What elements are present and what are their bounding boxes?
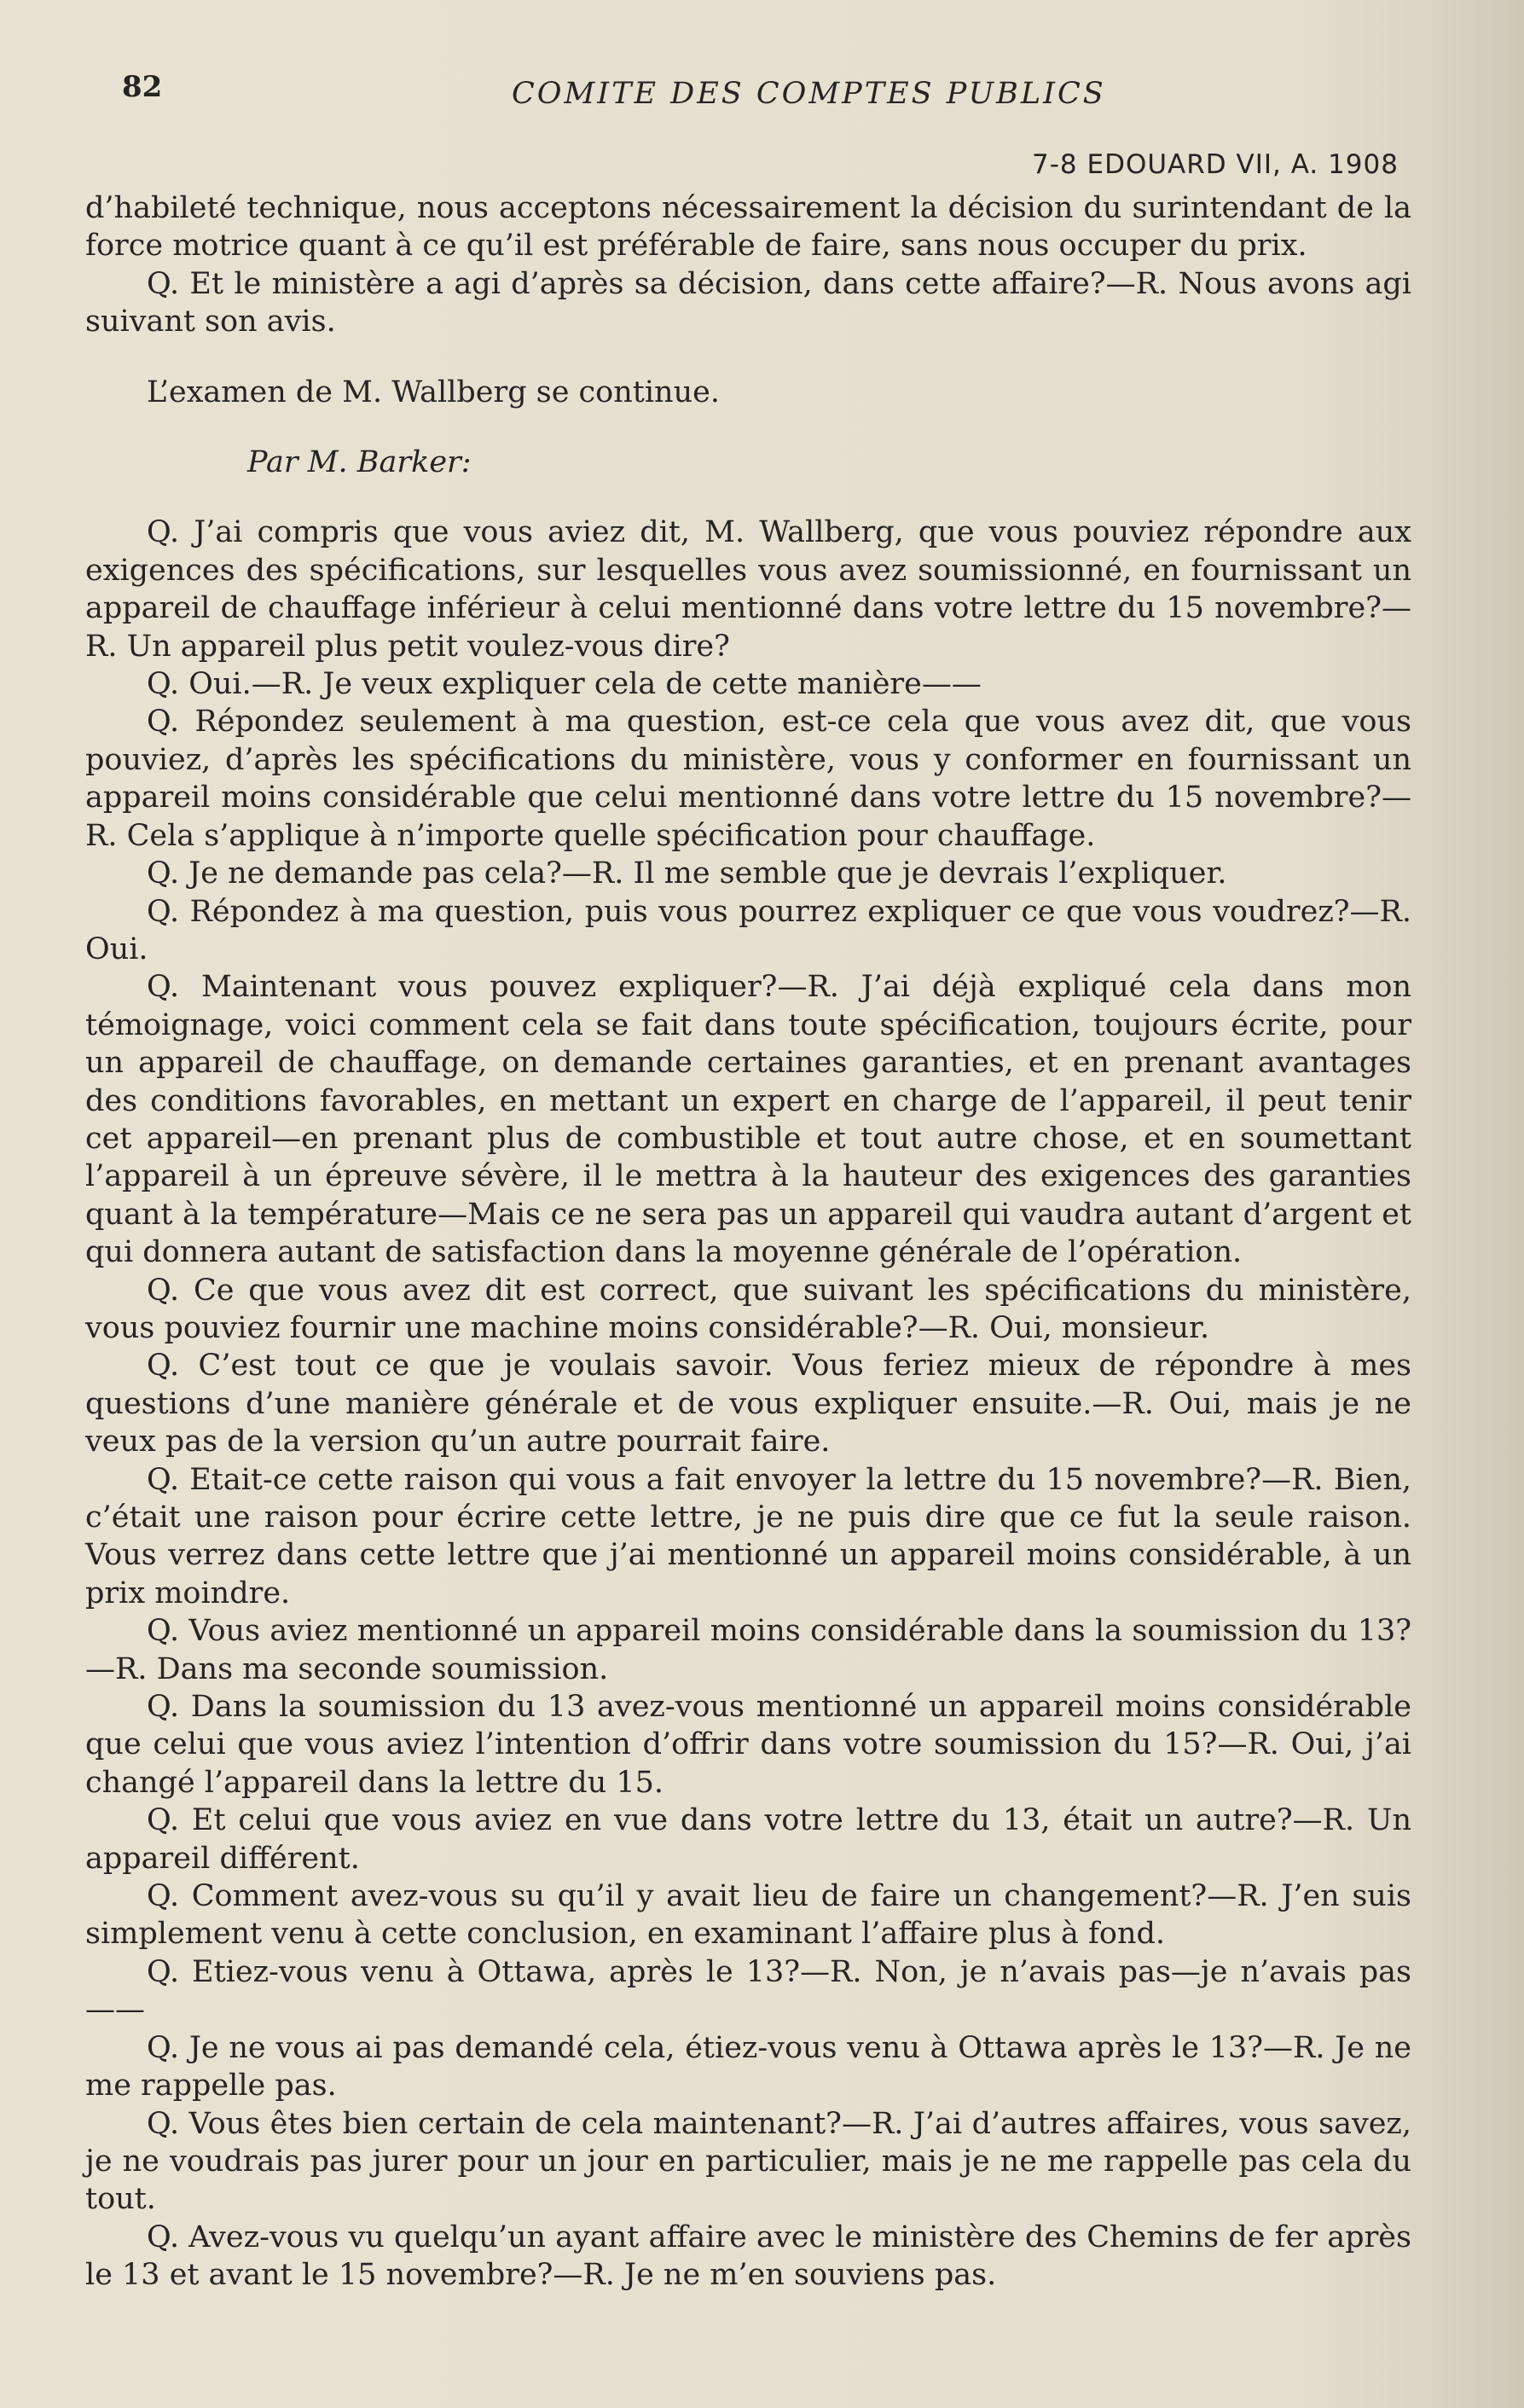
paragraph: d’habileté technique, nous acceptons nécessairement la décision du surintendant de la force motrice quant à ce qu’il est préférable de faire, sans nous occuper du prix. xyxy=(85,191,1411,264)
paragraph: Q. Vous aviez mentionné un appareil moins considérable dans la soumission du 13?—R. Dans ma seconde soumission. xyxy=(85,1614,1411,1686)
section-heading: L’examen de M. Wallberg se continue. xyxy=(147,374,720,409)
paragraph: Q. C’est tout ce que je voulais savoir. Vous feriez mieux de répondre à mes questions d’une manière générale et de vous expliquer ensuite.—R. Oui, mais je ne veux pas de la version qu’un autre pourrait faire. xyxy=(85,1349,1411,1459)
running-title: COMITE DES COMPTES PUBLICS xyxy=(512,77,1106,111)
speaker-heading: Par M. Barker: xyxy=(247,445,472,480)
page-header xyxy=(0,0,1524,179)
paragraph: Q. Vous êtes bien certain de cela maintenant?—R. J’ai d’autres affaires, vous savez, je ne voudrais pas jurer pour un jour en particulier, mais je ne me rappelle pas cela du tout. xyxy=(85,2106,1411,2217)
paragraph: Q. Répondez à ma question, puis vous pourrez expliquer ce que vous voudrez?—R. Oui. xyxy=(85,894,1411,966)
paragraph: Q. Maintenant vous pouvez expliquer?—R. J’ai déjà expliqué cela dans mon témoignage, voici comment cela se fait dans toute spécification, toujours écrite, pour un appareil de chauffage, on demande certaines garanties, et en prenant avantages des conditions favorables, en mettant un expert en charge de l’appareil, il peut tenir cet appareil—en prenant plus de combustible et tout autre chose, et en soumettant l’appareil à un épreuve sévère, il le mettra à la hauteur des exigences des garanties quant à la température—Mais ce ne sera pas un appareil qui vaudra autant d’argent et qui donnera autant de satisfaction dans la moyenne générale de l’opération. xyxy=(85,970,1411,1270)
paragraph: Q. Ce que vous avez dit est correct, que suivant les spécifications du ministère, vous pouviez fournir une machine moins considérable?—R. Oui, monsieur. xyxy=(85,1273,1411,1345)
paragraph: Q. Etiez-vous venu à Ottawa, après le 13?—R. Non, je n’avais pas—je n’avais pas—— xyxy=(85,1954,1411,2028)
paragraph: Q. Je ne vous ai pas demandé cela, étiez-vous venu à Ottawa après le 13?—R. Je ne me rappelle pas. xyxy=(85,2030,1411,2103)
paragraph: Q. Et celui que vous aviez en vue dans votre lettre du 13, était un autre?—R. Un appareil différent. xyxy=(85,1803,1411,1876)
session-label: 7-8 EDOUARD VII, A. 1908 xyxy=(1032,149,1399,180)
paragraph: Q. Dans la soumission du 13 avez-vous mentionné un appareil moins considérable que celui que vous aviez l’intention d’offrir dans votre soumission du 15?—R. Oui, j’ai changé l’appareil dans la lettre du 15. xyxy=(85,1690,1411,1800)
paragraph: Q. Comment avez-vous su qu’il y avait lieu de faire un changement?—R. J’en suis simplement venu à cette conclusion, en examinant l’affaire plus à fond. xyxy=(85,1879,1411,1952)
page-number: 82 xyxy=(122,70,163,104)
paragraph: Q. Etait-ce cette raison qui vous a fait envoyer la lettre du 15 novembre?—R. Bien, c’était une raison pour écrire cette lettre, je ne puis dire que ce fut la seule raison. Vous verrez dans cette lettre que j’ai mentionné un appareil moins considérable, à un prix moindre. xyxy=(85,1462,1411,1610)
body-text xyxy=(85,189,1411,2295)
paragraph: Q. Oui.—R. Je veux expliquer cela de cette manière—— xyxy=(147,667,982,702)
paragraph: Q. Et le ministère a agi d’après sa décision, dans cette affaire?—R. Nous avons agi suivant son avis. xyxy=(85,266,1411,339)
paragraph: Q. Je ne demande pas cela?—R. Il me semble que je devrais l’expliquer. xyxy=(147,856,1227,891)
paragraph: Q. J’ai compris que vous aviez dit, M. Wallberg, que vous pouviez répondre aux exigences des spécifications, sur lesquelles vous avez soumissionné, en fournissant un appareil de chauffage inférieur à celui mentionné dans votre lettre du 15 novembre?—R. Un appareil plus petit voulez-vous dire? xyxy=(85,515,1411,664)
paragraph: Q. Avez-vous vu quelqu’un ayant affaire avec le ministère des Chemins de fer après le 13 et avant le 15 novembre?—R. Je ne m’en souviens pas. xyxy=(85,2219,1411,2293)
paragraph: Q. Répondez seulement à ma question, est-ce cela que vous avez dit, que vous pouviez, d’après les spécifications du ministère, vous y conformer en fournissant un appareil moins considérable que celui mentionné dans votre lettre du 15 novembre?—R. Cela s’applique à n’importe quelle spécification pour chauffage. xyxy=(85,705,1411,853)
